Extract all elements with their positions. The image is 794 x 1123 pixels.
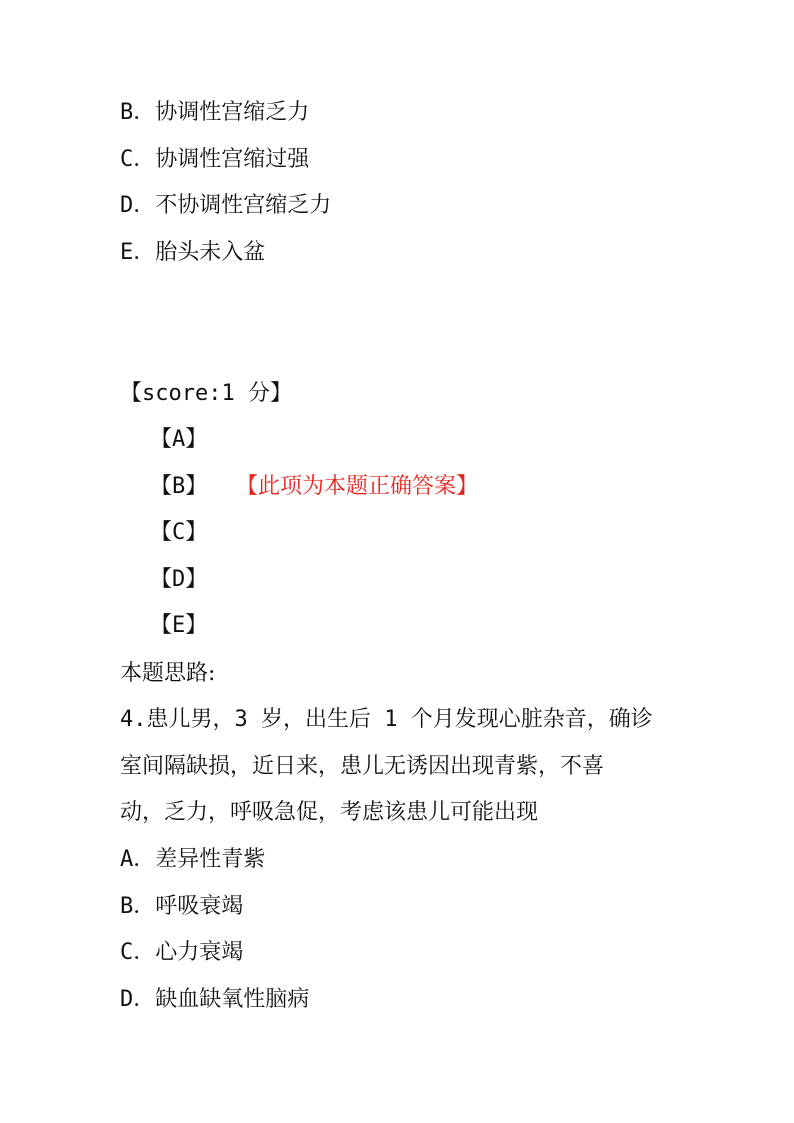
option-e xyxy=(120,238,265,268)
option-letter: B． xyxy=(120,894,156,919)
question-stem-line: 4.患儿男，3 岁，出生后 1 个月发现心脏杂音，确诊 xyxy=(120,707,653,732)
option-letter: D． xyxy=(120,193,156,218)
option-text: 胎头未入盆 xyxy=(155,240,266,265)
answer-choice-a[interactable]: 【A】 xyxy=(150,427,208,452)
option-text: 协调性宫缩过强 xyxy=(155,147,310,172)
explanation-label: 本题思路: xyxy=(120,661,216,686)
option-b xyxy=(120,98,309,128)
option-text: 心力衰竭 xyxy=(155,940,244,965)
q4-option-b xyxy=(120,892,243,922)
option-letter: C． xyxy=(120,147,156,172)
question-stem-line: 动，乏力，呼吸急促，考虑该患儿可能出现 xyxy=(120,800,539,825)
option-d xyxy=(120,191,331,221)
option-text: 协调性宫缩乏力 xyxy=(155,100,310,125)
option-letter: E． xyxy=(120,240,156,265)
option-text: 缺血缺氧性脑病 xyxy=(155,987,310,1012)
option-letter: A． xyxy=(120,847,156,872)
option-c xyxy=(120,145,309,175)
option-text: 呼吸衰竭 xyxy=(155,894,244,919)
answer-choice-b[interactable]: 【B】 xyxy=(150,474,208,499)
score-label: 【score:1 分】 xyxy=(120,381,292,406)
q4-option-d xyxy=(120,985,309,1015)
option-letter: C． xyxy=(120,940,156,965)
answer-choice-c[interactable]: 【C】 xyxy=(150,520,208,545)
answer-choice-d[interactable]: 【D】 xyxy=(150,567,208,592)
question-stem-line: 室间隔缺损，近日来，患儿无诱因出现青紫，不喜 xyxy=(120,754,605,779)
correct-answer-marker: 【此项为本题正确答案】 xyxy=(236,474,479,499)
option-text: 不协调性宫缩乏力 xyxy=(155,193,332,218)
option-letter: B． xyxy=(120,100,156,125)
option-letter: D． xyxy=(120,987,156,1012)
q4-option-a xyxy=(120,845,265,875)
answer-choice-e[interactable]: 【E】 xyxy=(150,613,208,638)
option-text: 差异性青紫 xyxy=(155,847,266,872)
q4-option-c xyxy=(120,938,243,968)
